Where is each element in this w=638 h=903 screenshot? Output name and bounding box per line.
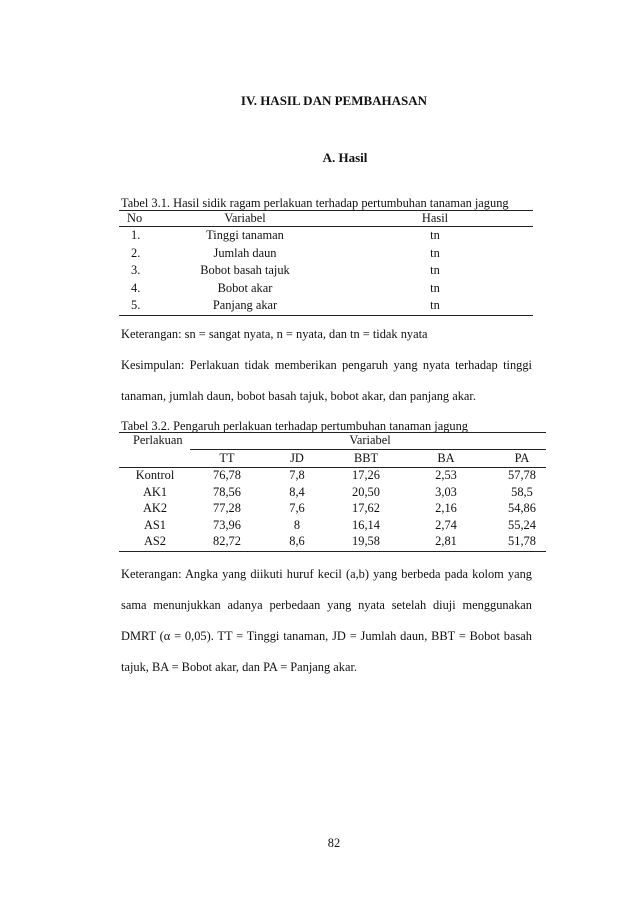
keterangan-2-line-2: sama menunjukkan adanya perbedaan yang nyata setelah diuji menggunakan — [121, 598, 532, 612]
table2-cell-tt: 78,56 — [213, 484, 241, 499]
table2-cell-tt: 82,72 — [213, 534, 241, 549]
table2-subheader: TT — [219, 451, 235, 465]
table2-cell-perlakuan: AS1 — [143, 517, 167, 532]
table2-subheader: BBT — [353, 451, 379, 465]
table2-cell-tt: 77,28 — [213, 501, 241, 516]
keterangan-1: Keterangan: sn = sangat nyata, n = nyata, dan tn = tidak nyata — [121, 327, 428, 341]
table2-header-perlakuan: Perlakuan — [133, 433, 183, 447]
table2-cell-perlakuan: AS2 — [143, 534, 167, 549]
table2-cell-bbt: 17,62 — [352, 501, 380, 516]
table1-header-hasil: Hasil — [421, 211, 449, 225]
table2-cell-ba: 3,03 — [435, 484, 457, 499]
table1-cell-hasil: tn — [430, 263, 440, 277]
table2-cell-pa: 57,78 — [508, 468, 536, 482]
kesimpulan-line-1: Kesimpulan: Perlakuan tidak memberikan pengaruh yang nyata terhadap tinggi — [121, 358, 532, 372]
table2-cell-bbt: 20,50 — [352, 484, 380, 499]
keterangan-2-line-1: Keterangan: Angka yang diikuti huruf kecil (a,b) yang berbeda pada kolom yang — [121, 567, 532, 581]
table2-cell-pa: 54,86 — [508, 501, 536, 516]
table1-cell-hasil: tn — [430, 298, 440, 312]
table2-cell-pa: 58,5 — [511, 484, 533, 499]
table1-caption: Tabel 3.1. Hasil sidik ragam perlakuan terhadap pertumbuhan tanaman jagung — [121, 196, 509, 210]
table2-cell-perlakuan: Kontrol — [135, 468, 175, 482]
table2-cell-bbt: 17,26 — [352, 468, 380, 482]
table1-header-rule — [119, 226, 533, 227]
table2-variabel-rule — [190, 449, 546, 450]
table2-subheader: JD — [290, 451, 304, 465]
table2-caption: Tabel 3.2. Pengaruh perlakuan terhadap pertumbuhan tanaman jagung — [121, 419, 468, 433]
table1-cell-variabel: Bobot basah tajuk — [200, 263, 290, 277]
table2-cell-ba: 2,81 — [435, 534, 457, 549]
table2-cell-jd: 8,4 — [289, 484, 305, 499]
section-title: A. Hasil — [322, 150, 368, 165]
table1-header-variabel: Variabel — [224, 211, 266, 225]
keterangan-2-line-4: tajuk, BA = Bobot akar, dan PA = Panjang akar. — [121, 660, 358, 674]
table2-cell-perlakuan: AK2 — [142, 501, 168, 516]
table2-cell-bbt: 19,58 — [352, 534, 380, 549]
table1-cell-no: 2. — [131, 245, 141, 260]
table1-cell-variabel: Panjang akar — [212, 298, 278, 312]
table2-subheader: BA — [437, 451, 455, 465]
table1-cell-no: 3. — [131, 263, 141, 277]
table2-subheader: PA — [514, 451, 530, 465]
table1-cell-no: 5. — [131, 298, 141, 312]
chapter-title: IV. HASIL DAN PEMBAHASAN — [240, 93, 428, 108]
table2-cell-jd: 7,6 — [289, 501, 305, 516]
kesimpulan-line-2: tanaman, jumlah daun, bobot basah tajuk, bobot akar, dan panjang akar. — [121, 389, 476, 403]
table2-cell-jd: 8 — [293, 517, 301, 532]
table2-cell-pa: 55,24 — [508, 517, 536, 532]
table1-header-no: No — [127, 211, 143, 225]
keterangan-2-line-3: DMRT (α = 0,05). TT = Tinggi tanaman, JD = Jumlah daun, BBT = Bobot basah — [121, 629, 532, 643]
table1-cell-variabel: Bobot akar — [217, 280, 273, 295]
table2-cell-tt: 76,78 — [213, 468, 241, 482]
table2-cell-ba: 2,74 — [435, 517, 457, 532]
table1-cell-no: 4. — [131, 280, 141, 295]
table2-cell-perlakuan: AK1 — [142, 484, 168, 499]
table1-cell-hasil: tn — [430, 228, 440, 242]
table2-cell-pa: 51,78 — [508, 534, 536, 549]
table2-cell-ba: 2,16 — [435, 501, 457, 516]
table2-cell-tt: 73,96 — [213, 517, 241, 532]
table1-cell-no: 1. — [131, 228, 141, 242]
table2-bottom-rule — [119, 551, 546, 552]
table1-bottom-rule — [119, 315, 533, 316]
table2-cell-jd: 7,8 — [289, 468, 305, 482]
table2-cell-jd: 8,6 — [289, 534, 305, 549]
table1-cell-hasil: tn — [430, 280, 440, 295]
table1-cell-variabel: Tinggi tanaman — [206, 228, 284, 242]
table2-cell-bbt: 16,14 — [352, 517, 380, 532]
table2-cell-ba: 2,53 — [435, 468, 457, 482]
page-number: 82 — [327, 836, 341, 850]
table1-cell-hasil: tn — [430, 245, 440, 260]
table1-cell-variabel: Jumlah daun — [213, 245, 277, 260]
table2-header-variabel: Variabel — [349, 433, 391, 447]
